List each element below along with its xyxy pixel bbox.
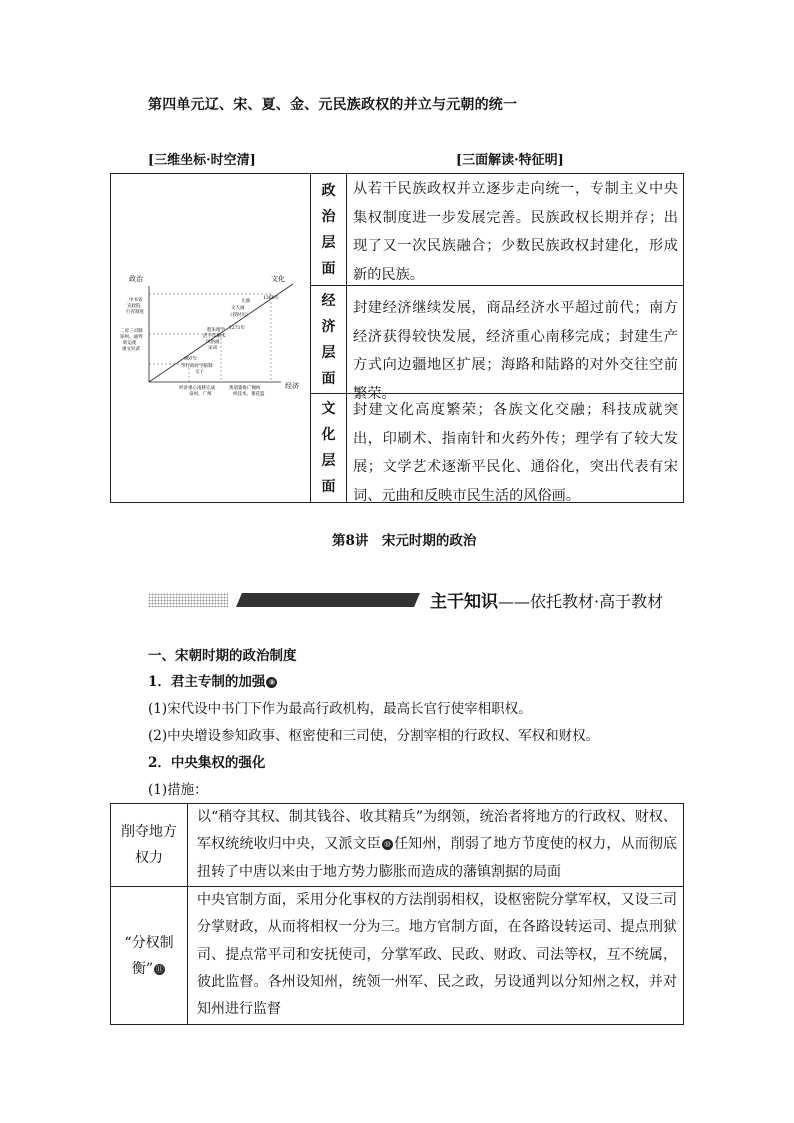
culture-label: 《授时历》 bbox=[228, 313, 251, 318]
item-line: (2)中央增设参知政事、枢密使和三司使，分割宰相的行政权、军权和财权。 bbox=[148, 728, 600, 744]
measure-label: 削夺地方 权力 bbox=[111, 804, 188, 886]
banner-subtitle: ——依托教材·高于教材 bbox=[498, 592, 664, 611]
year-label: 1368年 bbox=[263, 296, 279, 301]
aspect-text: 封建文化高度繁荣；各族文化交融；科技成就突出，印刷术、指南针和火药外传；理学有了较大发展；文学艺术逐渐平民化、通俗化，突出代表有宋词、元曲和反映市民生活的风俗画。 bbox=[353, 402, 678, 504]
politics-label: 转运使 bbox=[123, 341, 137, 346]
axis-label-politics: 政治 bbox=[129, 275, 143, 283]
unit-title: 第四单元辽、宋、夏、金、元民族政权的并立与元朝的统一 bbox=[148, 97, 518, 113]
measure-label: “分权制 衡” ⑪ bbox=[111, 887, 188, 1025]
overview-table bbox=[110, 173, 684, 503]
politics-label: 知州、通判 bbox=[120, 335, 143, 340]
lecture-title: 第8讲 宋元时期的政治 bbox=[332, 533, 477, 549]
politics-label: 行省制度 bbox=[126, 310, 144, 315]
banner-title: 主干知识 bbox=[430, 592, 498, 612]
measure-text: 中央官制方面，采用分化事权的方法削弱相权，设枢密院分掌军权，又设三司分掌财政，从而将相权一分为三。地方官制方面，在各路设转运司、提点刑狱司、提点常平司和安抚使司，分掌军政、民政、财政、司法等权，互不统属，彼此监督。各州设知州，统领一州军、民之政，另设通判以分知州之权，并对知州进行监督 bbox=[197, 892, 677, 1018]
aspect-text: 封建经济继续发展，商品经济水平超过前代；南方经济获得较快发展，经济重心南移完成；封建生产方式向边疆地区扩展；海路和陆路的对外交往空前繁荣。 bbox=[353, 300, 678, 402]
culture-label: 活字印刷术 bbox=[203, 334, 226, 339]
economy-label: 黄道婆推广棉纺 bbox=[229, 386, 261, 391]
section-heading-coordinates: [三维坐标·时空清] bbox=[148, 153, 256, 168]
aspect-row-politics bbox=[311, 174, 684, 286]
culture-label: 风俗画 bbox=[206, 340, 220, 345]
item-subheading: (1)措施： bbox=[148, 782, 208, 798]
banner-bar bbox=[230, 593, 420, 607]
footnote-marker-icon: ⑪ bbox=[155, 965, 164, 974]
item-heading: 1．君主专制的加强 ⑨ bbox=[148, 670, 278, 690]
axis-label-culture: 文化 bbox=[271, 275, 285, 283]
aspect-row-economy bbox=[311, 286, 684, 402]
aspect-row-culture bbox=[311, 394, 684, 502]
measure-text: 以“稍夺其权、制其钱谷、收其精兵”为纲领，统治者将地方的行政权、财权、军权统统收归中央，又派文臣 ⑩ 任知州，削弱了地方节度使的权力，从而彻底扭转了中唐以来由于地方势力膨胀而造成的藩镇割据的局面 bbox=[197, 809, 678, 880]
culture-label: 文人画 bbox=[231, 306, 245, 311]
year-label: 1271年 bbox=[229, 326, 245, 331]
economy-label: 经济重心南移完成 bbox=[179, 386, 215, 391]
economy-label: 织技术、番花篮 bbox=[233, 392, 265, 397]
mid-label: 市行政时空限制 bbox=[181, 364, 213, 369]
mid-label: 交子 bbox=[195, 370, 204, 375]
politics-label: 二府三司制 bbox=[120, 329, 143, 334]
three-axis-diagram bbox=[111, 174, 309, 502]
culture-label: 宋词 bbox=[208, 346, 217, 351]
culture-label: 元曲 bbox=[241, 299, 250, 304]
aspect-label: 文 化 层 面 bbox=[311, 394, 347, 502]
measure-row bbox=[111, 887, 683, 1025]
year-label: 907年 bbox=[184, 357, 198, 362]
footnote-marker-icon: ⑩ bbox=[383, 840, 392, 850]
footnote-marker-icon: ⑨ bbox=[266, 677, 277, 688]
item-heading: 2．中央集权的强化 bbox=[148, 755, 266, 771]
section-banner bbox=[148, 585, 664, 613]
part-heading: 一、宋朝时期的政治制度 bbox=[148, 648, 297, 664]
aspect-label: 政 治 层 面 bbox=[311, 174, 347, 285]
politics-label: 重文轻武 bbox=[122, 347, 140, 352]
axis-label-economy: 经济 bbox=[285, 382, 299, 390]
banner-dots bbox=[148, 593, 228, 607]
item-line: (1)宋代设中书门下作为最高行政机构，最高长官行使宰相职权。 bbox=[148, 701, 532, 717]
economy-label: 泉州、广州 bbox=[189, 392, 212, 397]
timeline-chart-cell bbox=[111, 174, 311, 502]
measures-table bbox=[110, 803, 684, 1025]
section-heading-features: [三面解读·特征明] bbox=[456, 153, 564, 168]
politics-label: 宣政院 bbox=[127, 304, 141, 309]
measure-row bbox=[111, 804, 683, 887]
aspect-text: 从若干民族政权并立逐步走向统一，专制主义中央集权制度进一步发展完善。民族政权长期并存；出现了又一次民族融合；少数民族政权封建化，形成新的民族。 bbox=[353, 181, 678, 283]
culture-label: 程朱理学 bbox=[207, 328, 225, 333]
aspect-label: 经 济 层 面 bbox=[311, 286, 347, 393]
politics-label: 中书省 bbox=[129, 298, 143, 303]
